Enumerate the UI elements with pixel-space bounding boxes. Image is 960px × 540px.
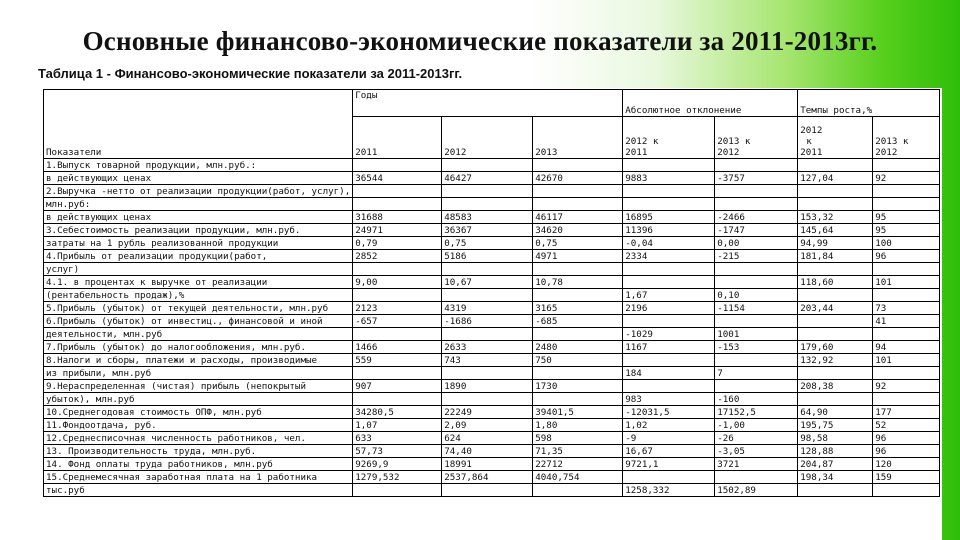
abs-diff-2012: 1,67 xyxy=(623,289,715,302)
growth-2013: 159 xyxy=(873,471,940,484)
value-2011: -657 xyxy=(353,315,442,328)
value-2011: 1466 xyxy=(353,341,442,354)
indicator-name: 7.Прибыль (убыток) до налогообложения, млн.руб. xyxy=(44,341,353,354)
value-2013: 1,80 xyxy=(533,419,623,432)
value-2011: 57,73 xyxy=(353,445,442,458)
indicator-name: (рентабельность продаж),% xyxy=(44,289,353,302)
year-2011-header: 2011 xyxy=(353,117,442,159)
value-2013 xyxy=(533,367,623,380)
growth-2012 xyxy=(798,484,873,497)
growth-2013: 101 xyxy=(873,354,940,367)
value-2012 xyxy=(442,367,533,380)
abs-2013-line2: 2012 xyxy=(717,147,740,158)
value-2013 xyxy=(533,484,623,497)
value-2013: 1730 xyxy=(533,380,623,393)
value-2013: 39401,5 xyxy=(533,406,623,419)
value-2011: 559 xyxy=(353,354,442,367)
value-2011: 907 xyxy=(353,380,442,393)
growth-2013: 94 xyxy=(873,341,940,354)
year-2013-header: 2013 xyxy=(533,117,623,159)
value-2012: 1890 xyxy=(442,380,533,393)
abs-2012-vs-2011-header xyxy=(623,117,715,159)
abs-diff-2012: -1029 xyxy=(623,328,715,341)
growth-2012: 181,84 xyxy=(798,250,873,263)
indicator-name: из прибыли, млн.руб xyxy=(44,367,353,380)
value-2012 xyxy=(442,393,533,406)
abs-diff-2012: 2196 xyxy=(623,302,715,315)
abs-diff-2012 xyxy=(623,380,715,393)
value-2011 xyxy=(353,289,442,302)
growth-2012-line1: 2012 xyxy=(800,125,823,136)
growth-2013: 73 xyxy=(873,302,940,315)
growth-2012: 132,92 xyxy=(798,354,873,367)
abs-diff-2013 xyxy=(715,198,798,211)
abs-diff-2013: -160 xyxy=(715,393,798,406)
growth-2013: 96 xyxy=(873,432,940,445)
value-2011: 1,07 xyxy=(353,419,442,432)
indicator-name: 6.Прибыль (убыток) от инвестиц., финансовой и иной xyxy=(44,315,353,328)
growth-2012 xyxy=(798,159,873,172)
growth-2013-line1: 2013 к xyxy=(875,136,909,147)
growth-2012 xyxy=(798,367,873,380)
value-2011: 0,79 xyxy=(353,237,442,250)
abs-diff-2013: -26 xyxy=(715,432,798,445)
value-2012: 624 xyxy=(442,432,533,445)
value-2013 xyxy=(533,159,623,172)
growth-2013: 177 xyxy=(873,406,940,419)
growth-2013: 96 xyxy=(873,445,940,458)
value-2012 xyxy=(442,159,533,172)
table-row xyxy=(44,276,940,289)
growth-2012: 203,44 xyxy=(798,302,873,315)
abs-diff-2013: -2466 xyxy=(715,211,798,224)
growth-2012 xyxy=(798,185,873,198)
abs-diff-2012 xyxy=(623,354,715,367)
value-2012 xyxy=(442,263,533,276)
growth-2013: 92 xyxy=(873,172,940,185)
table-row xyxy=(44,432,940,445)
value-2013 xyxy=(533,328,623,341)
indicator-name: затраты на 1 рубль реализованной продукции xyxy=(44,237,353,250)
indicator-name: 4.Прибыль от реализации продукции(работ, xyxy=(44,250,353,263)
growth-2013: 100 xyxy=(873,237,940,250)
indicator-name: 4.1. в процентах к выручке от реализации xyxy=(44,276,353,289)
value-2013: 2480 xyxy=(533,341,623,354)
abs-diff-2012: 1,02 xyxy=(623,419,715,432)
value-2013: 22712 xyxy=(533,458,623,471)
abs-diff-2012: 9721,1 xyxy=(623,458,715,471)
growth-2012 xyxy=(798,328,873,341)
value-2013: 0,75 xyxy=(533,237,623,250)
indicator-name: 3.Себестоимость реализации продукции, млн.руб. xyxy=(44,224,353,237)
growth-2013: 120 xyxy=(873,458,940,471)
value-2012: 36367 xyxy=(442,224,533,237)
growth-2012: 128,88 xyxy=(798,445,873,458)
growth-2013: 41 xyxy=(873,315,940,328)
table-row xyxy=(44,354,940,367)
table-row xyxy=(44,471,940,484)
table-row xyxy=(44,380,940,393)
abs-diff-2012: -12031,5 xyxy=(623,406,715,419)
value-2012: 4319 xyxy=(442,302,533,315)
indicator-name: 2.Выручка -нетто от реализации продукции(работ, услуг), xyxy=(44,185,353,198)
abs-diff-2013: 1502,89 xyxy=(715,484,798,497)
abs-2012-line1: 2012 к xyxy=(625,136,659,147)
abs-diff-2012: 16895 xyxy=(623,211,715,224)
value-2013 xyxy=(533,263,623,276)
table-row xyxy=(44,367,940,380)
abs-deviation-header: Абсолютное отклонение xyxy=(623,90,798,117)
indicator-name: 10.Среднегодовая стоимость ОПФ, млн.руб xyxy=(44,406,353,419)
value-2013: 598 xyxy=(533,432,623,445)
table-row xyxy=(44,406,940,419)
table-row xyxy=(44,484,940,497)
indicator-name: услуг) xyxy=(44,263,353,276)
growth-2012: 204,87 xyxy=(798,458,873,471)
abs-diff-2012 xyxy=(623,198,715,211)
table-row xyxy=(44,159,940,172)
table-row xyxy=(44,172,940,185)
table-row xyxy=(44,393,940,406)
indicator-name: 12.Среднесписочная численность работников, чел. xyxy=(44,432,353,445)
abs-diff-2013 xyxy=(715,471,798,484)
indicator-name: 9.Нераспределенная (чистая) прибыль (непокрытый xyxy=(44,380,353,393)
value-2011: 2852 xyxy=(353,250,442,263)
growth-2013-line2: 2012 xyxy=(875,147,898,158)
abs-diff-2013 xyxy=(715,315,798,328)
growth-2012: 153,32 xyxy=(798,211,873,224)
abs-diff-2012: -9 xyxy=(623,432,715,445)
growth-2012: 195,75 xyxy=(798,419,873,432)
table-row xyxy=(44,263,940,276)
table-caption: Таблица 1 - Финансово-экономические показатели за 2011-2013гг. xyxy=(38,66,463,81)
abs-diff-2012 xyxy=(623,159,715,172)
abs-diff-2013 xyxy=(715,185,798,198)
abs-diff-2012 xyxy=(623,276,715,289)
value-2013 xyxy=(533,185,623,198)
growth-2013 xyxy=(873,185,940,198)
growth-2013 xyxy=(873,159,940,172)
value-2013: 42670 xyxy=(533,172,623,185)
table-row xyxy=(44,458,940,471)
abs-diff-2012: 16,67 xyxy=(623,445,715,458)
growth-2013 xyxy=(873,393,940,406)
indicator-name: 8.Налоги и сборы, платежи и расходы, производимые xyxy=(44,354,353,367)
value-2013: 46117 xyxy=(533,211,623,224)
value-2011: 2123 xyxy=(353,302,442,315)
value-2012: 74,40 xyxy=(442,445,533,458)
indicator-name: в действующих ценах xyxy=(44,211,353,224)
growth-2013 xyxy=(873,328,940,341)
growth-2013: 92 xyxy=(873,380,940,393)
abs-2012-line2: 2011 xyxy=(625,147,648,158)
value-2011 xyxy=(353,185,442,198)
abs-diff-2012: 11396 xyxy=(623,224,715,237)
growth-2013: 52 xyxy=(873,419,940,432)
table-row xyxy=(44,211,940,224)
value-2013 xyxy=(533,289,623,302)
table-row xyxy=(44,419,940,432)
value-2012: -1686 xyxy=(442,315,533,328)
abs-diff-2013: -1154 xyxy=(715,302,798,315)
value-2012: 2633 xyxy=(442,341,533,354)
growth-rate-header: Темпы роста,% xyxy=(798,90,940,117)
abs-diff-2012 xyxy=(623,471,715,484)
abs-diff-2013: 17152,5 xyxy=(715,406,798,419)
value-2012: 48583 xyxy=(442,211,533,224)
growth-2013 xyxy=(873,198,940,211)
growth-2012: 208,38 xyxy=(798,380,873,393)
value-2011 xyxy=(353,328,442,341)
growth-2012: 145,64 xyxy=(798,224,873,237)
indicator-name: 11.Фондоотдача, руб. xyxy=(44,419,353,432)
abs-diff-2012: 2334 xyxy=(623,250,715,263)
table-row xyxy=(44,185,940,198)
abs-diff-2013: 7 xyxy=(715,367,798,380)
value-2013: 4040,754 xyxy=(533,471,623,484)
value-2011 xyxy=(353,484,442,497)
table-row xyxy=(44,289,940,302)
value-2011: 31688 xyxy=(353,211,442,224)
table-row xyxy=(44,315,940,328)
abs-diff-2013: -1747 xyxy=(715,224,798,237)
table-row xyxy=(44,328,940,341)
abs-2013-line1: 2013 к xyxy=(717,136,751,147)
abs-diff-2012: 983 xyxy=(623,393,715,406)
value-2012: 0,75 xyxy=(442,237,533,250)
abs-diff-2013 xyxy=(715,380,798,393)
abs-diff-2013: 0,10 xyxy=(715,289,798,302)
value-2012: 2,09 xyxy=(442,419,533,432)
growth-2013 xyxy=(873,484,940,497)
table-row xyxy=(44,445,940,458)
growth-2012 xyxy=(798,289,873,302)
value-2011: 34280,5 xyxy=(353,406,442,419)
indicator-name: 15.Среднемесячная заработная плата на 1 работника xyxy=(44,471,353,484)
value-2011: 1279,532 xyxy=(353,471,442,484)
value-2012: 743 xyxy=(442,354,533,367)
value-2012 xyxy=(442,328,533,341)
growth-2013: 101 xyxy=(873,276,940,289)
years-header: Годы xyxy=(353,90,623,117)
value-2011: 24971 xyxy=(353,224,442,237)
growth-2012: 98,58 xyxy=(798,432,873,445)
value-2013 xyxy=(533,198,623,211)
growth-2012 xyxy=(798,393,873,406)
growth-2013: 95 xyxy=(873,224,940,237)
growth-2012 xyxy=(798,198,873,211)
growth-2013 xyxy=(873,263,940,276)
abs-diff-2013: -1,00 xyxy=(715,419,798,432)
value-2013: 71,35 xyxy=(533,445,623,458)
value-2011 xyxy=(353,159,442,172)
abs-diff-2013: 0,00 xyxy=(715,237,798,250)
table-row xyxy=(44,302,940,315)
value-2011: 9269,9 xyxy=(353,458,442,471)
abs-diff-2013 xyxy=(715,263,798,276)
growth-2012: 127,04 xyxy=(798,172,873,185)
growth-2012: 198,34 xyxy=(798,471,873,484)
table-row xyxy=(44,250,940,263)
abs-diff-2013 xyxy=(715,276,798,289)
abs-diff-2013 xyxy=(715,159,798,172)
value-2011 xyxy=(353,367,442,380)
value-2013: 34620 xyxy=(533,224,623,237)
abs-diff-2012: 184 xyxy=(623,367,715,380)
value-2012: 10,67 xyxy=(442,276,533,289)
growth-2012: 64,90 xyxy=(798,406,873,419)
growth-2012-vs-2011-header xyxy=(798,117,873,159)
growth-2012: 179,60 xyxy=(798,341,873,354)
financial-table xyxy=(43,89,940,497)
value-2012: 22249 xyxy=(442,406,533,419)
table-row xyxy=(44,198,940,211)
growth-2012 xyxy=(798,263,873,276)
indicator-name: 1.Выпуск товарной продукции, млн.руб.: xyxy=(44,159,353,172)
growth-2013: 95 xyxy=(873,211,940,224)
value-2011: 9,00 xyxy=(353,276,442,289)
growth-2012: 94,99 xyxy=(798,237,873,250)
growth-2012 xyxy=(798,315,873,328)
growth-2013 xyxy=(873,367,940,380)
year-2012-header: 2012 xyxy=(442,117,533,159)
abs-diff-2013: -3,05 xyxy=(715,445,798,458)
indicator-header: Показатели xyxy=(44,90,353,159)
value-2012: 5186 xyxy=(442,250,533,263)
value-2013: 750 xyxy=(533,354,623,367)
growth-2012: 118,60 xyxy=(798,276,873,289)
growth-2012-line3: 2011 xyxy=(800,147,823,158)
page-title: Основные финансово-экономические показатели за 2011-2013гг. xyxy=(82,26,878,56)
value-2012 xyxy=(442,198,533,211)
abs-diff-2012: 1258,332 xyxy=(623,484,715,497)
abs-diff-2012 xyxy=(623,185,715,198)
value-2011 xyxy=(353,263,442,276)
indicator-name: тыс.руб xyxy=(44,484,353,497)
indicator-name: млн.руб: xyxy=(44,198,353,211)
abs-diff-2013: 3721 xyxy=(715,458,798,471)
indicator-name: 14. Фонд оплаты труда работников, млн.руб xyxy=(44,458,353,471)
abs-2013-vs-2012-header xyxy=(715,117,798,159)
abs-diff-2012 xyxy=(623,315,715,328)
growth-2013 xyxy=(873,289,940,302)
abs-diff-2012: -0,04 xyxy=(623,237,715,250)
growth-2013: 96 xyxy=(873,250,940,263)
value-2013: 10,78 xyxy=(533,276,623,289)
value-2011 xyxy=(353,198,442,211)
value-2012 xyxy=(442,289,533,302)
table-row xyxy=(44,224,940,237)
value-2012 xyxy=(442,484,533,497)
abs-diff-2013: -3757 xyxy=(715,172,798,185)
value-2012: 18991 xyxy=(442,458,533,471)
abs-diff-2012: 1167 xyxy=(623,341,715,354)
abs-diff-2012: 9883 xyxy=(623,172,715,185)
value-2011 xyxy=(353,393,442,406)
indicator-name: деятельности, млн.руб xyxy=(44,328,353,341)
value-2013: 4971 xyxy=(533,250,623,263)
indicator-name: убыток), млн.руб xyxy=(44,393,353,406)
value-2013: -685 xyxy=(533,315,623,328)
table-row xyxy=(44,237,940,250)
value-2012: 46427 xyxy=(442,172,533,185)
value-2011: 36544 xyxy=(353,172,442,185)
indicator-name: в действующих ценах xyxy=(44,172,353,185)
indicator-name: 13. Производительность труда, млн.руб. xyxy=(44,445,353,458)
value-2011: 633 xyxy=(353,432,442,445)
abs-diff-2013: -215 xyxy=(715,250,798,263)
value-2013: 3165 xyxy=(533,302,623,315)
table-row xyxy=(44,341,940,354)
value-2012: 2537,864 xyxy=(442,471,533,484)
value-2013 xyxy=(533,393,623,406)
abs-diff-2013 xyxy=(715,354,798,367)
abs-diff-2012 xyxy=(623,263,715,276)
value-2012 xyxy=(442,185,533,198)
abs-diff-2013: -153 xyxy=(715,341,798,354)
growth-2012-line2: к xyxy=(806,136,812,147)
indicator-name: 5.Прибыль (убыток) от текущей деятельности, млн.руб xyxy=(44,302,353,315)
growth-2013-vs-2012-header xyxy=(873,117,940,159)
abs-diff-2013: 1001 xyxy=(715,328,798,341)
